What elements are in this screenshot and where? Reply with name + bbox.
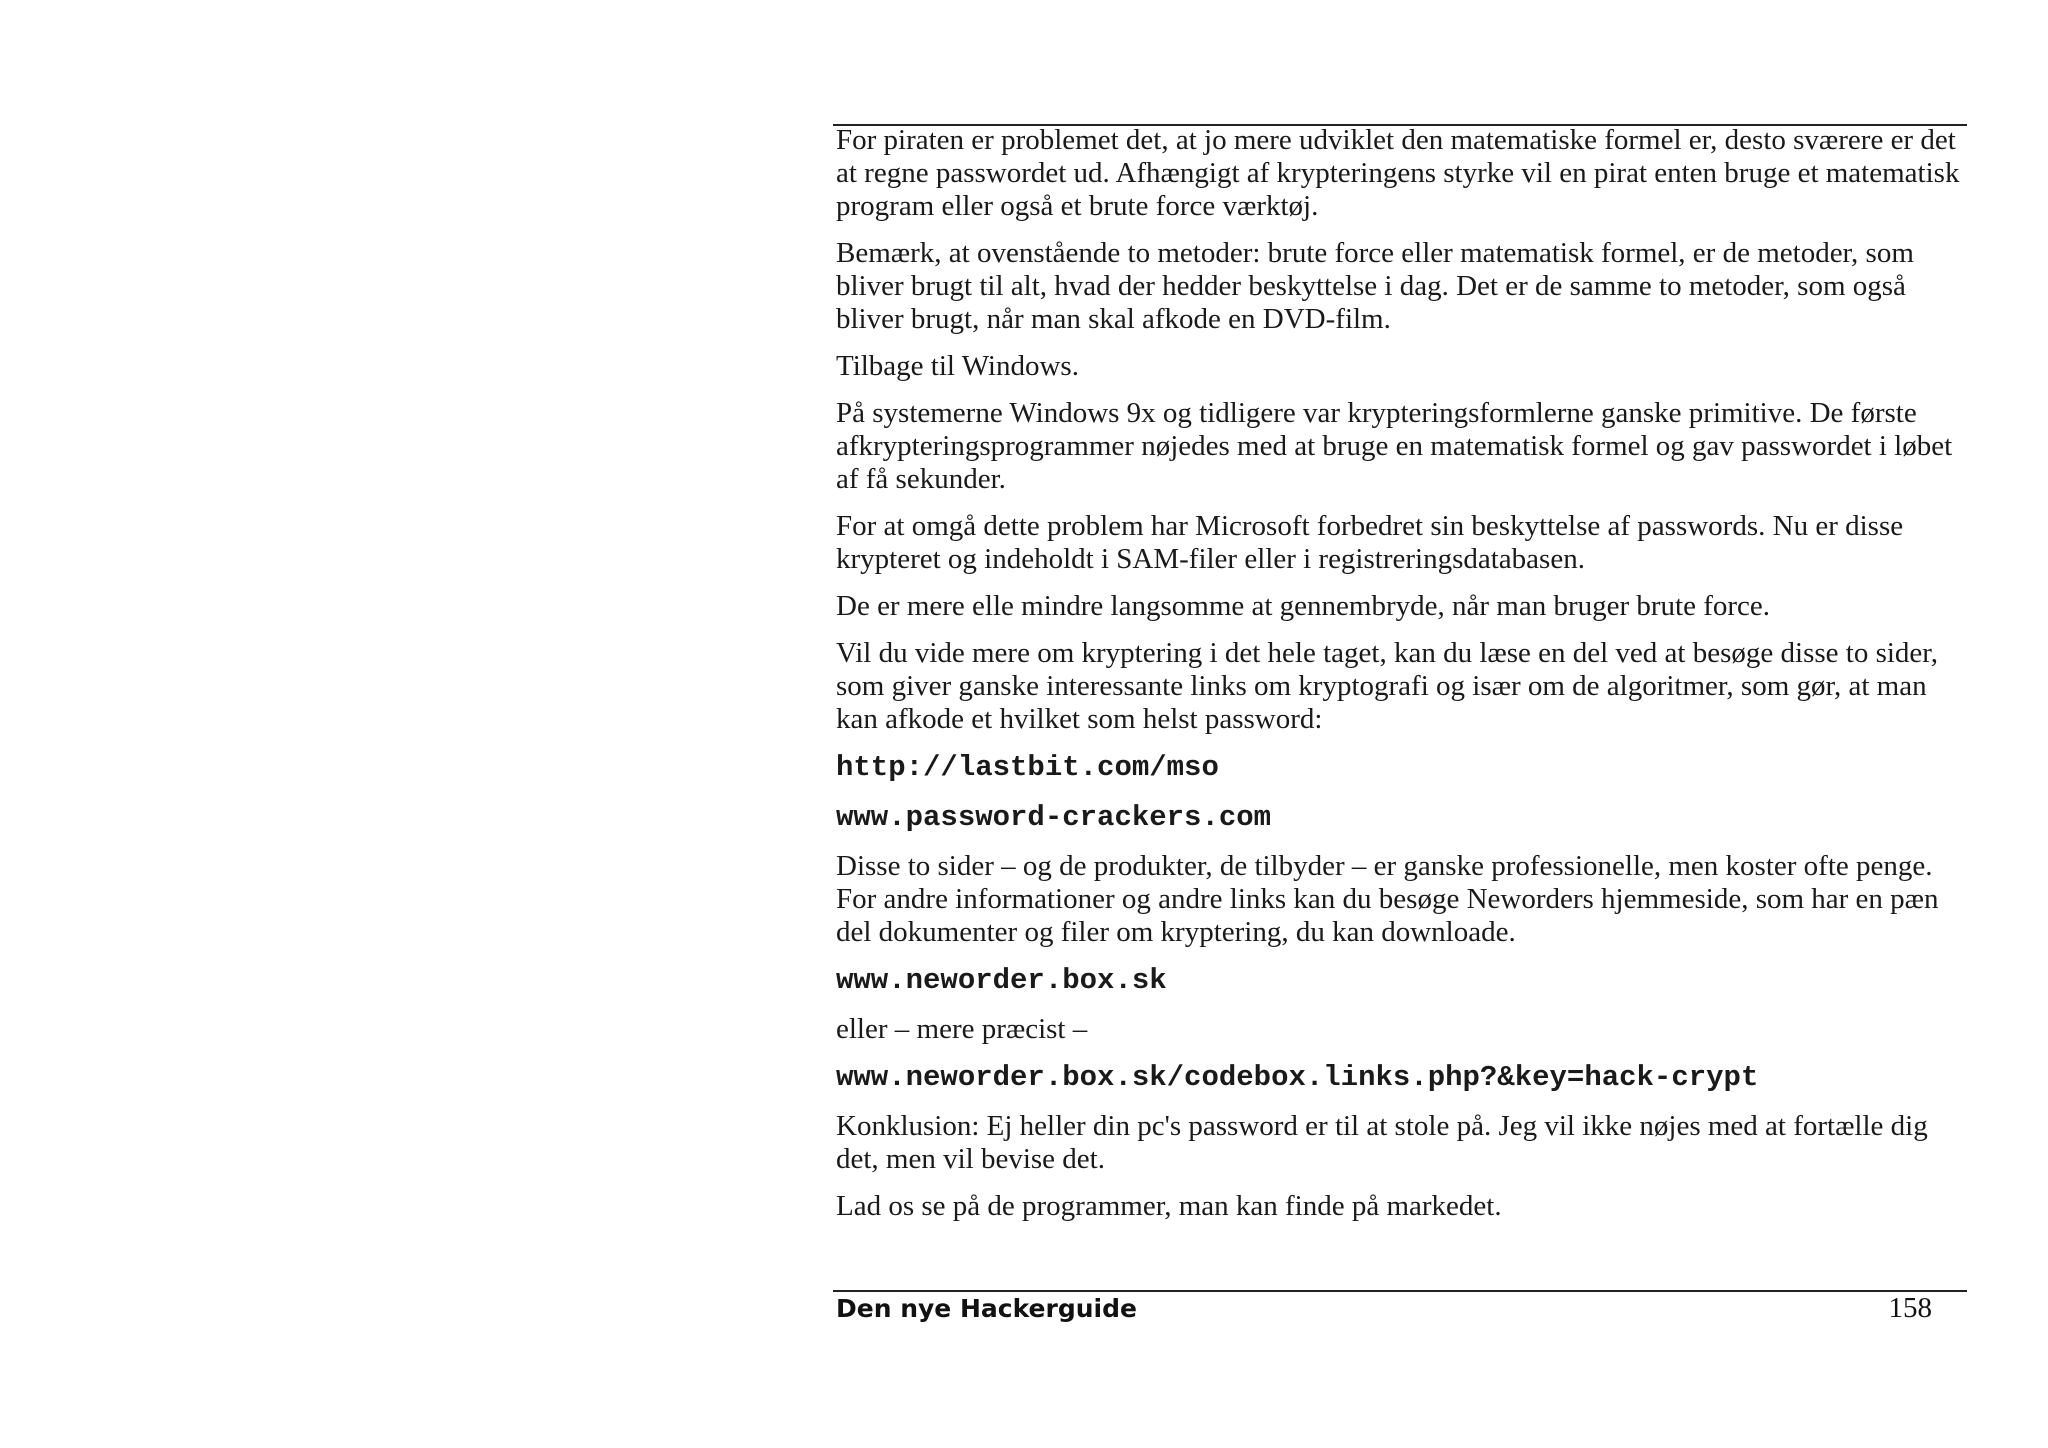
body-text: [836, 124, 1966, 1237]
url-lastbit: http://lastbit.com/mso: [836, 751, 1219, 784]
footer-book-title: Den nye Hackerguide: [836, 1294, 1137, 1323]
url-neworder: www.neworder.box.sk: [836, 964, 1167, 997]
paragraph: eller – mere præcist –: [836, 1013, 1088, 1045]
paragraph: For piraten er problemet det, at jo mere udviklet den matematiske formel er, desto sværere er det at regne passwordet ud. Afhængigt af krypteringens styrke vil en pirat enten bruge et matematisk program eller også et brute force værktøj.: [836, 124, 1960, 222]
page-number: 158: [1888, 1292, 1932, 1324]
paragraph: Tilbage til Windows.: [836, 350, 1079, 382]
paragraph: For at omgå dette problem har Microsoft forbedret sin beskyttelse af passwords. Nu er disse krypteret og indeholdt i SAM-filer eller i registreringsdatabasen.: [836, 510, 1904, 575]
paragraph: Lad os se på de programmer, man kan finde på markedet.: [836, 1190, 1502, 1222]
paragraph: På systemerne Windows 9x og tidligere var krypteringsformlerne ganske primitive. De første afkrypteringsprogrammer nøjedes med at bruge en matematisk formel og gav passwordet i løbet af få sekunder.: [836, 397, 1953, 495]
url-password-crackers: www.password-crackers.com: [836, 801, 1272, 834]
paragraph: Vil du vide mere om kryptering i det hele taget, kan du læse en del ved at besøge disse to sider, som giver ganske interessante links om kryptografi og især om de algoritmer, som gør, at man kan afkode et hvilket som helst password:: [836, 637, 1939, 735]
url-neworder-codebox: www.neworder.box.sk/codebox.links.php?&key=hack-crypt: [836, 1061, 1759, 1094]
paragraph: Disse to sider – og de produkter, de tilbyder – er ganske professionelle, men koster ofte penge. For andre informationer og andre links kan du besøge Neworders hjemmeside, som har en pæn del dokumenter og filer om kryptering, du kan downloade.: [836, 850, 1939, 948]
paragraph: Konklusion: Ej heller din pc's password er til at stole på. Jeg vil ikke nøjes med at fortælle dig det, men vil bevise det.: [836, 1110, 1928, 1175]
paragraph: De er mere elle mindre langsomme at gennembryde, når man bruger brute force.: [836, 590, 1771, 622]
footer-rule: [833, 1290, 1967, 1292]
paragraph: Bemærk, at ovenstående to metoder: brute force eller matematisk formel, er de metoder, som bliver brugt til alt, hvad der hedder beskyttelse i dag. Det er de samme to metoder, som også bliver brugt, når man skal afkode en DVD-film.: [836, 237, 1914, 335]
